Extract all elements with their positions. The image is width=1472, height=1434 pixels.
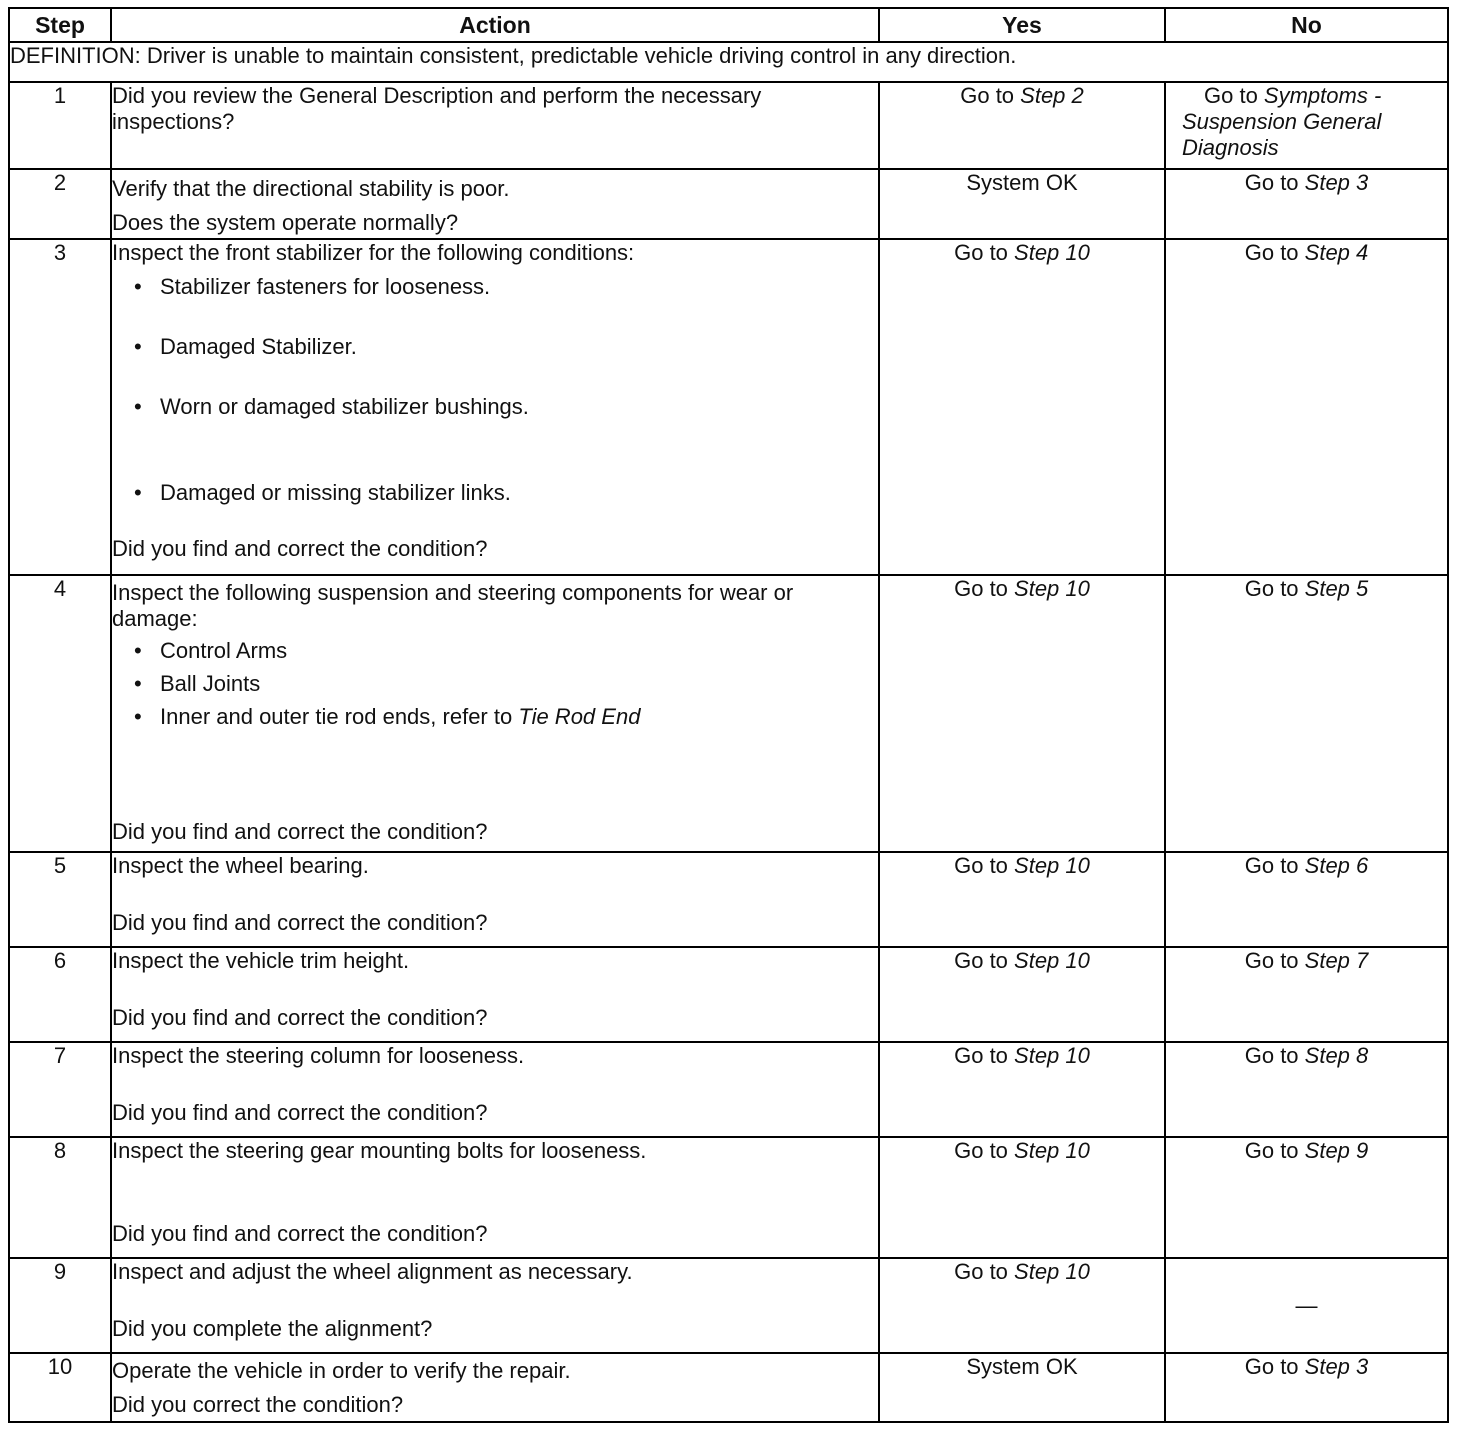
step-ref: Step 10 [1014,1138,1090,1163]
yes-cell [879,1042,1165,1137]
yes-cell [879,169,1165,239]
definition-row [9,42,1448,82]
list-item: • Worn or damaged stabilizer bushings. [134,394,878,420]
step-ref: Step 10 [1014,576,1090,601]
step-number: 2 [9,169,111,239]
action-cell [111,575,879,852]
condition-list [112,274,878,506]
action-text: Inspect the front stabilizer for the following conditions: [112,240,635,265]
step-ref: Step 10 [1014,948,1090,973]
action-text: Inspect and adjust the wheel alignment as necessary. [112,1259,633,1284]
yes-cell [879,1258,1165,1353]
list-item: • Damaged or missing stabilizer links. [134,480,878,506]
action-text: Verify that the directional stability is poor. [112,176,510,201]
action-question: Does the system operate normally? [112,210,459,235]
step-ref: Step 7 [1304,948,1369,973]
yes-cell [879,239,1165,575]
action-cell [111,1353,879,1422]
step-ref: Step 5 [1304,576,1369,601]
step-ref: Step 4 [1304,240,1369,265]
no-cell [1165,1137,1448,1258]
action-question: Did you find and correct the condition? [112,819,488,844]
table-row [9,1137,1448,1258]
goto-prefix: Go to [954,948,1015,973]
no-cell [1165,575,1448,852]
table-row [9,1258,1448,1353]
action-text: Inspect the vehicle trim height. [112,948,410,973]
action-text: Operate the vehicle in order to verify the repair. [112,1358,571,1383]
step-number: 9 [9,1258,111,1353]
table-row [9,1353,1448,1422]
action-text: Inspect the following suspension and steering components for wear or damage: [112,580,794,631]
header-row [9,8,1448,42]
symptoms-ref: Symptoms - Suspension General Diagnosis [1182,83,1382,160]
table-row [9,947,1448,1042]
yes-cell [879,575,1165,852]
action-cell [111,1137,879,1258]
action-question: Did you find and correct the condition? [112,910,488,935]
table-row [9,82,1448,169]
action-cell [111,169,879,239]
list-item: • Control Arms [134,638,878,664]
yes-cell [879,1353,1165,1422]
goto-prefix: Go to [1204,83,1264,108]
action-cell [111,82,879,169]
goto-prefix: Go to [1244,948,1305,973]
step-ref: Step 10 [1014,1259,1090,1284]
table-row [9,852,1448,947]
goto-prefix: Go to [954,576,1015,601]
goto-prefix: Go to [1244,240,1305,265]
component-list [112,638,878,730]
step-ref: Step 8 [1304,1043,1369,1068]
no-cell [1165,82,1448,169]
header-no: No [1165,8,1448,42]
action-text: Did you review the General Description and perform the necessary inspections? [112,83,762,134]
no-cell [1165,852,1448,947]
list-item: • Damaged Stabilizer. [134,334,878,360]
tie-rod-end-ref: Tie Rod End [518,704,641,729]
goto-prefix: Go to [960,83,1021,108]
no-cell [1165,947,1448,1042]
step-number: 5 [9,852,111,947]
not-applicable-dash: — [1295,1292,1318,1318]
list-item: • Ball Joints [134,671,878,697]
step-number: 3 [9,239,111,575]
header-step: Step [9,8,111,42]
table-row [9,239,1448,575]
header-yes: Yes [879,8,1165,42]
goto-prefix: Go to [954,1138,1015,1163]
action-cell [111,239,879,575]
goto-prefix: Go to [954,853,1015,878]
definition-text: DEFINITION: Driver is unable to maintain consistent, predictable vehicle driving control in any direction. [9,42,1448,82]
yes-cell [879,947,1165,1042]
goto-prefix: Go to [1244,853,1305,878]
step-number: 10 [9,1353,111,1422]
result-text: System OK [966,1354,1078,1379]
goto-prefix: Go to [1244,1354,1305,1379]
yes-cell [879,82,1165,169]
action-question: Did you correct the condition? [112,1392,404,1417]
no-cell [1165,1258,1448,1353]
goto-prefix: Go to [954,240,1015,265]
step-ref: Step 3 [1304,1354,1369,1379]
action-question: Did you complete the alignment? [112,1316,433,1341]
list-item: • Stabilizer fasteners for looseness. [134,274,878,300]
action-question: Did you find and correct the condition? [112,1100,488,1125]
table-row [9,169,1448,239]
yes-cell [879,852,1165,947]
table-row [9,1042,1448,1137]
goto-prefix: Go to [1244,1043,1305,1068]
step-ref: Step 6 [1304,853,1369,878]
list-item-text: Inner and outer tie rod ends, refer to [160,704,519,729]
no-cell [1165,169,1448,239]
goto-prefix: Go to [1244,576,1305,601]
action-text: Inspect the wheel bearing. [112,853,369,878]
no-cell [1165,1353,1448,1422]
diagnostic-table [8,7,1449,1423]
goto-prefix: Go to [1244,1138,1305,1163]
action-cell [111,1258,879,1353]
action-cell [111,852,879,947]
action-text: Inspect the steering column for looseness. [112,1043,525,1068]
step-number: 4 [9,575,111,852]
table-row [9,575,1448,852]
step-ref: Step 10 [1014,240,1090,265]
step-ref: Step 9 [1304,1138,1369,1163]
yes-cell [879,1137,1165,1258]
header-action: Action [111,8,879,42]
step-number: 6 [9,947,111,1042]
step-number: 1 [9,82,111,169]
action-question: Did you find and correct the condition? [112,536,488,561]
step-ref: Step 3 [1304,170,1369,195]
goto-prefix: Go to [954,1259,1015,1284]
no-cell [1165,239,1448,575]
action-cell [111,947,879,1042]
step-ref: Step 10 [1014,853,1090,878]
step-number: 8 [9,1137,111,1258]
action-text: Inspect the steering gear mounting bolts for looseness. [112,1138,647,1163]
no-cell [1165,1042,1448,1137]
step-ref: Step 10 [1014,1043,1090,1068]
goto-prefix: Go to [1244,170,1305,195]
step-ref: Step 2 [1020,83,1084,108]
step-number: 7 [9,1042,111,1137]
list-item [134,704,878,730]
action-question: Did you find and correct the condition? [112,1221,488,1246]
result-text: System OK [966,170,1078,195]
action-question: Did you find and correct the condition? [112,1005,488,1030]
action-cell [111,1042,879,1137]
goto-prefix: Go to [954,1043,1015,1068]
